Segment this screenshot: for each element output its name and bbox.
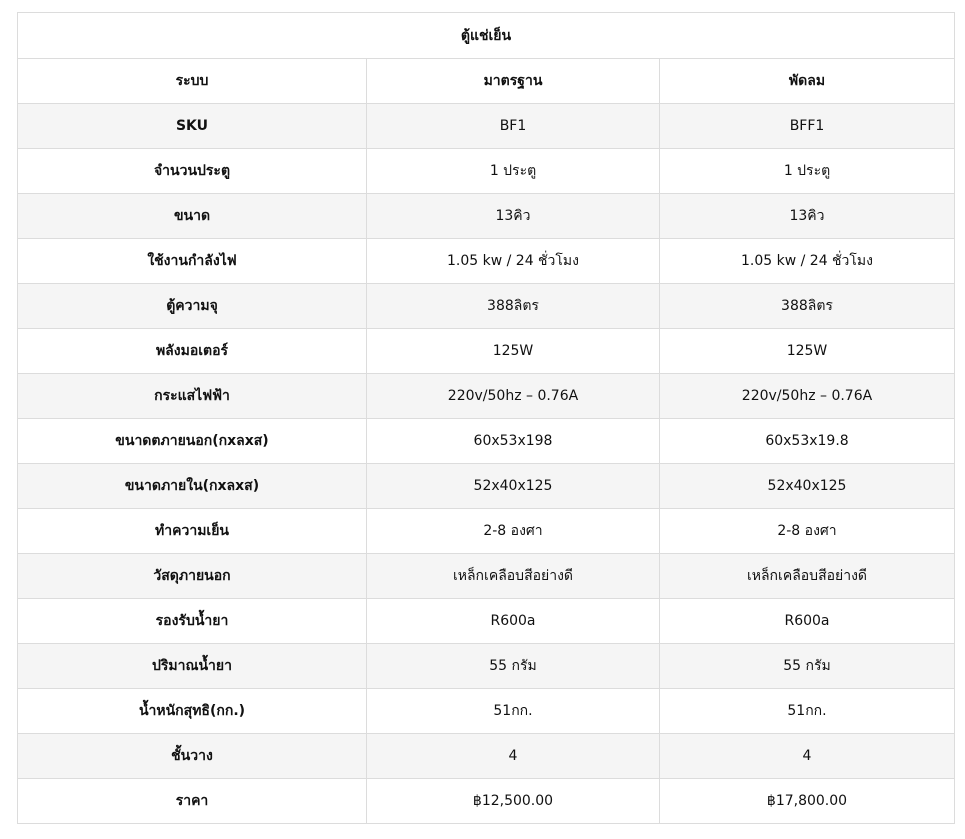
table-row xyxy=(18,104,955,149)
cell-fan: 2-8 องศา xyxy=(660,509,955,554)
cell-fan: 52x40x125 xyxy=(660,464,955,509)
cell-standard: เหล็กเคลือบสีอย่างดี xyxy=(367,554,660,599)
row-label: รองรับน้ำยา xyxy=(18,599,367,644)
cell-standard: 125W xyxy=(367,329,660,374)
row-label: กระแสไฟฟ้า xyxy=(18,374,367,419)
table-title-row xyxy=(18,13,955,59)
table-row xyxy=(18,464,955,509)
table-row xyxy=(18,509,955,554)
row-label: น้ำหนักสุทธิ(กก.) xyxy=(18,689,367,734)
cell-standard: 220v/50hz – 0.76A xyxy=(367,374,660,419)
row-label: พลังมอเตอร์ xyxy=(18,329,367,374)
table-row xyxy=(18,149,955,194)
cell-fan: BFF1 xyxy=(660,104,955,149)
cell-fan: 1.05 kw / 24 ชั่วโมง xyxy=(660,239,955,284)
cell-fan: 388ลิตร xyxy=(660,284,955,329)
column-header-fan: พัดลม xyxy=(660,59,955,104)
row-label: ปริมาณน้ำยา xyxy=(18,644,367,689)
cell-standard: 55 กรัม xyxy=(367,644,660,689)
table-header-row xyxy=(18,59,955,104)
table-row xyxy=(18,644,955,689)
cell-standard: BF1 xyxy=(367,104,660,149)
table-row xyxy=(18,374,955,419)
table-row xyxy=(18,329,955,374)
cell-fan: R600a xyxy=(660,599,955,644)
cell-standard: 13คิว xyxy=(367,194,660,239)
row-label: ทำความเย็น xyxy=(18,509,367,554)
row-label: ตู้ความจุ xyxy=(18,284,367,329)
table-row xyxy=(18,599,955,644)
table-row xyxy=(18,194,955,239)
cell-fan: 1 ประตู xyxy=(660,149,955,194)
spec-table xyxy=(17,12,955,824)
cell-standard: R600a xyxy=(367,599,660,644)
row-label: ขนาด xyxy=(18,194,367,239)
table-row xyxy=(18,284,955,329)
table-row xyxy=(18,734,955,779)
table-row xyxy=(18,554,955,599)
row-label: ใช้งานกำลังไฟ xyxy=(18,239,367,284)
table-title: ตู้แช่เย็น xyxy=(18,13,955,59)
cell-standard: 388ลิตร xyxy=(367,284,660,329)
cell-fan: ฿17,800.00 xyxy=(660,779,955,824)
cell-fan: 13คิว xyxy=(660,194,955,239)
cell-fan: 125W xyxy=(660,329,955,374)
table-row xyxy=(18,779,955,824)
cell-fan: 51กก. xyxy=(660,689,955,734)
table-body xyxy=(18,104,955,824)
cell-standard: 4 xyxy=(367,734,660,779)
cell-standard: 51กก. xyxy=(367,689,660,734)
cell-fan: 220v/50hz – 0.76A xyxy=(660,374,955,419)
cell-fan: เหล็กเคลือบสีอย่างดี xyxy=(660,554,955,599)
table-row xyxy=(18,689,955,734)
table-row xyxy=(18,419,955,464)
cell-fan: 55 กรัม xyxy=(660,644,955,689)
row-label: จำนวนประตู xyxy=(18,149,367,194)
cell-standard: ฿12,500.00 xyxy=(367,779,660,824)
row-label: ขนาดตภายนอก(กxลxส) xyxy=(18,419,367,464)
row-label: ขนาดภายใน(กxลxส) xyxy=(18,464,367,509)
cell-standard: 52x40x125 xyxy=(367,464,660,509)
column-header-system: ระบบ xyxy=(18,59,367,104)
cell-standard: 60x53x198 xyxy=(367,419,660,464)
column-header-standard: มาตรฐาน xyxy=(367,59,660,104)
row-label: ราคา xyxy=(18,779,367,824)
row-label: ชั้นวาง xyxy=(18,734,367,779)
row-label: SKU xyxy=(18,104,367,149)
cell-fan: 60x53x19.8 xyxy=(660,419,955,464)
table-row xyxy=(18,239,955,284)
row-label: วัสดุภายนอก xyxy=(18,554,367,599)
cell-standard: 1 ประตู xyxy=(367,149,660,194)
cell-standard: 2-8 องศา xyxy=(367,509,660,554)
cell-fan: 4 xyxy=(660,734,955,779)
cell-standard: 1.05 kw / 24 ชั่วโมง xyxy=(367,239,660,284)
